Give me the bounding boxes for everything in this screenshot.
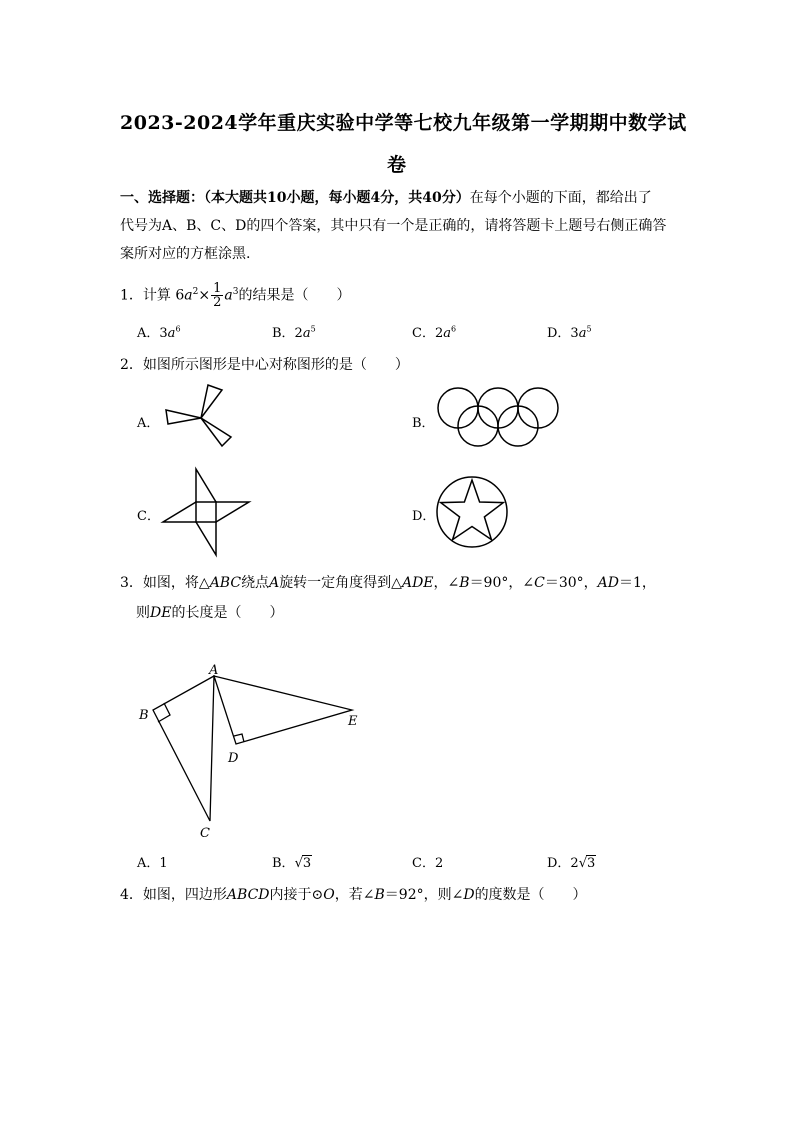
label-e: E [348,714,358,729]
label-a: A [209,663,219,678]
page-title-line1: 2023-2024学年重庆实验中学等七校九年级第一学期期中数学试 [120,112,687,134]
olympic-rings-figure [434,384,560,450]
q1-times: × [198,287,211,304]
page-title-line2: 卷 [387,154,407,176]
q3-option-a[interactable]: A．1 [137,856,168,871]
label-c: C [200,826,210,841]
q1-option-d[interactable]: D．$3a^5$ [547,324,592,341]
q3-option-b[interactable]: B．√3 [272,856,312,871]
q1-exp2: 3 [232,286,239,297]
section-instructions-1: 在每个小题的下面，都给出了 [469,190,652,206]
q1-option-c[interactable]: C．$2a^6$ [412,324,457,341]
star-in-circle-figure [434,474,510,550]
q1-option-b[interactable]: B．$2a^5$ [272,324,316,341]
q2-option-a-label[interactable]: A． [137,416,160,431]
q1-exp1: 2 [192,286,199,297]
question-2: 2．如图所示图形是中心对称图形的是（ ） [120,357,409,373]
q1-prefix: 1．计算 6 [120,287,185,304]
question-3-line2: 则DE的长度是（ ） [136,605,284,621]
question-3-line1: 3．如图，将△ABC绕点A旋转一定角度得到△ADE，∠B＝90°，∠C＝30°，AD＝1， [120,575,656,591]
q3-option-d[interactable]: D．2√3 [547,856,596,871]
label-d: D [228,751,239,766]
q3-option-c[interactable]: C．2 [412,856,444,871]
pinwheel-figure [160,380,235,455]
q1-option-a[interactable]: A．$3a^6$ [137,324,181,341]
triangle-rotation-figure [130,655,380,845]
q2-option-c-label[interactable]: C． [137,509,160,524]
question-1 [120,282,350,309]
q1-frac-num: 1 [213,281,222,296]
section-instructions-2: 代号为A、B、C、D的四个答案，其中只有一个是正确的，请将答题卡上题号右侧正确答 [120,218,667,234]
question-4: 4．如图，四边形ABCD内接于⊙O，若∠B＝92°，则∠D的度数是（ ） [120,887,587,903]
q1-suffix: 的结果是（ ） [238,287,351,304]
q2-option-b-label[interactable]: B． [412,416,435,431]
label-b: B [139,708,149,723]
section-instructions-3: 案所对应的方框涂黑. [120,246,251,262]
q2-option-d-label[interactable]: D． [412,509,436,524]
q1-fraction [211,282,223,309]
q1-var2: a [224,287,233,304]
section-heading: 一、选择题：（本大题共10小题，每小题4分，共40分） [120,190,470,206]
q1-frac-den: 2 [213,295,222,310]
q1-var1: a [184,287,193,304]
square-pinwheel-figure [160,466,252,558]
